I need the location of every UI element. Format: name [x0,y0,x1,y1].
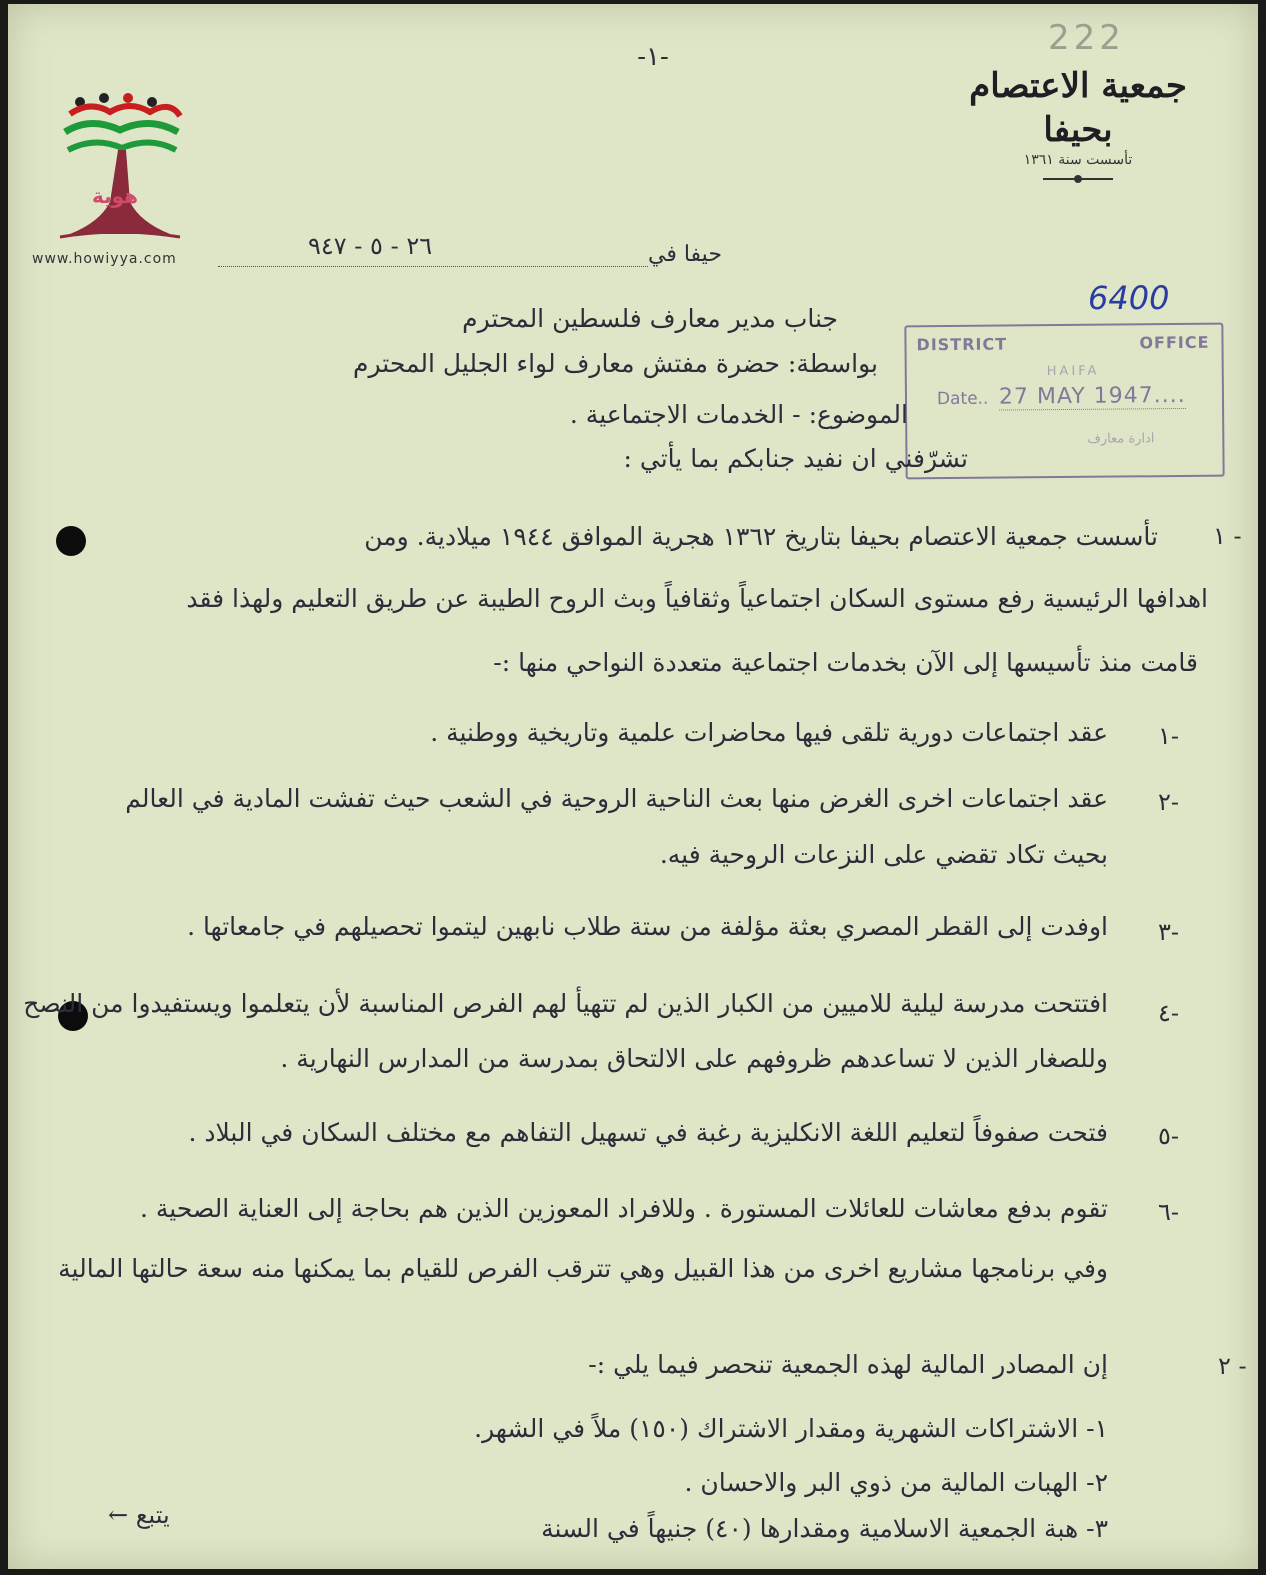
tree-logo-icon [30,92,210,252]
item-text: وفي برنامجها مشاريع اخرى من هذا القبيل وهي تترقب الفرص للقيام بما يمكنها منه سعة حالتها المالية [58,1254,1108,1283]
date-dotted-line [218,266,648,267]
item-number: ٢- [1158,788,1179,816]
letterhead-title: جمعية الاعتصام بحيفا [969,66,1187,150]
via-line: بواسطة: حضرة مفتش معارف لواء الجليل المحترم [353,349,878,378]
body-line: تأسست جمعية الاعتصام بحيفا بتاريخ ١٣٦٢ هجرية الموافق ١٩٤٤ ميلادية. ومن [364,522,1158,551]
stamp-arabic: ادارة معارف [1087,431,1155,447]
item-text: فتحت صفوفاً لتعليم اللغة الانكليزية رغبة في تسهيل التفاهم مع مختلف السكان في البلاد . [188,1118,1108,1147]
paragraph-number: ١ - [1213,522,1242,550]
item-text: بحيث تكاد تقضي على النزعات الروحية فيه. [659,840,1108,869]
item-number: ٦- [1158,1198,1179,1226]
logo-wordmark: هوية [92,184,139,208]
archive-number: 222 [1048,18,1125,58]
letter-page [8,4,1258,1569]
item-text: تقوم بدفع معاشات للعائلات المستورة . وللافراد المعوزين الذين هم بحاجة إلى العناية الصحية . [139,1194,1108,1223]
stamp-office: OFFICE [1139,332,1210,353]
logo-url: www.howiyya.com [32,251,177,267]
punch-hole [56,526,86,556]
stamp-date: 27 MAY 1947.... [998,382,1186,410]
funding-item: ٢- الهبات المالية من ذوي البر والاحسان . [684,1468,1108,1497]
item-number: ٤- [1158,999,1179,1027]
item-text: عقد اجتماعات دورية تلقى فيها محاضرات علمية وتاريخية ووطنية . [430,718,1108,747]
date-label: حيفا في [648,242,722,267]
stamp-city: HAIFA [1046,363,1100,380]
body-line: اهدافها الرئيسية رفع مستوى السكان اجتماعياً وثقافياً وبث الروح الطيبة عن طريق التعليم ولهذا فقد [186,584,1208,613]
letterhead-rule [1043,178,1113,180]
subject-line: الموضوع: - الخدمات الاجتماعية . [569,400,908,429]
stamp-date-label: Date.. [936,388,989,410]
funding-item: ١- الاشتراكات الشهرية ومقدار الاشتراك (١٥٠) ملاً في الشهر. [474,1414,1108,1443]
letterhead-subtitle: تأسست سنة ١٣٦١ [1023,152,1133,168]
stamp-district: DISTRICT [916,334,1008,355]
page-number: -١- [637,42,669,72]
funding-intro: إن المصادر المالية لهذه الجمعية تنحصر فيما يلي :- [588,1350,1108,1379]
body-line: قامت منذ تأسيسها إلى الآن بخدمات اجتماعية متعددة النواحي منها :- [493,648,1198,677]
letterhead [963,64,1193,184]
letter-date: ٢٦ - ٥ - ٩٤٧ [308,232,433,260]
reference-number: 6400 [1088,279,1170,317]
funding-item: ٣- هبة الجمعية الاسلامية ومقدارها (٤٠) جنيهاً في السنة [541,1514,1108,1543]
paragraph-number: ٢ - [1218,1352,1247,1380]
continued-note: يتبع ← [108,1501,170,1529]
item-text: اوفدت إلى القطر المصري بعثة مؤلفة من ستة طلاب نابهين ليتموا تحصيلهم في جامعاتها . [187,912,1108,941]
item-number: ١- [1158,722,1179,750]
addressee: جناب مدير معارف فلسطين المحترم [462,304,838,333]
item-text: عقد اجتماعات اخرى الغرض منها بعث الناحية الروحية في الشعب حيث تفشت المادية في العالم [125,784,1108,813]
item-text: وللصغار الذين لا تساعدهم ظروفهم على الالتحاق بمدرسة من المدارس النهارية . [280,1044,1108,1073]
item-number: ٥- [1158,1122,1179,1150]
intro-line: تشرّفني ان نفيد جنابكم بما يأتي : [623,444,968,473]
item-text: افتتحت مدرسة ليلية للاميين من الكبار الذين لم تتهيأ لهم الفرص المناسبة لأن يتعلموا ويستفيدوا من النصح [23,989,1108,1018]
item-number: ٣- [1158,918,1179,946]
